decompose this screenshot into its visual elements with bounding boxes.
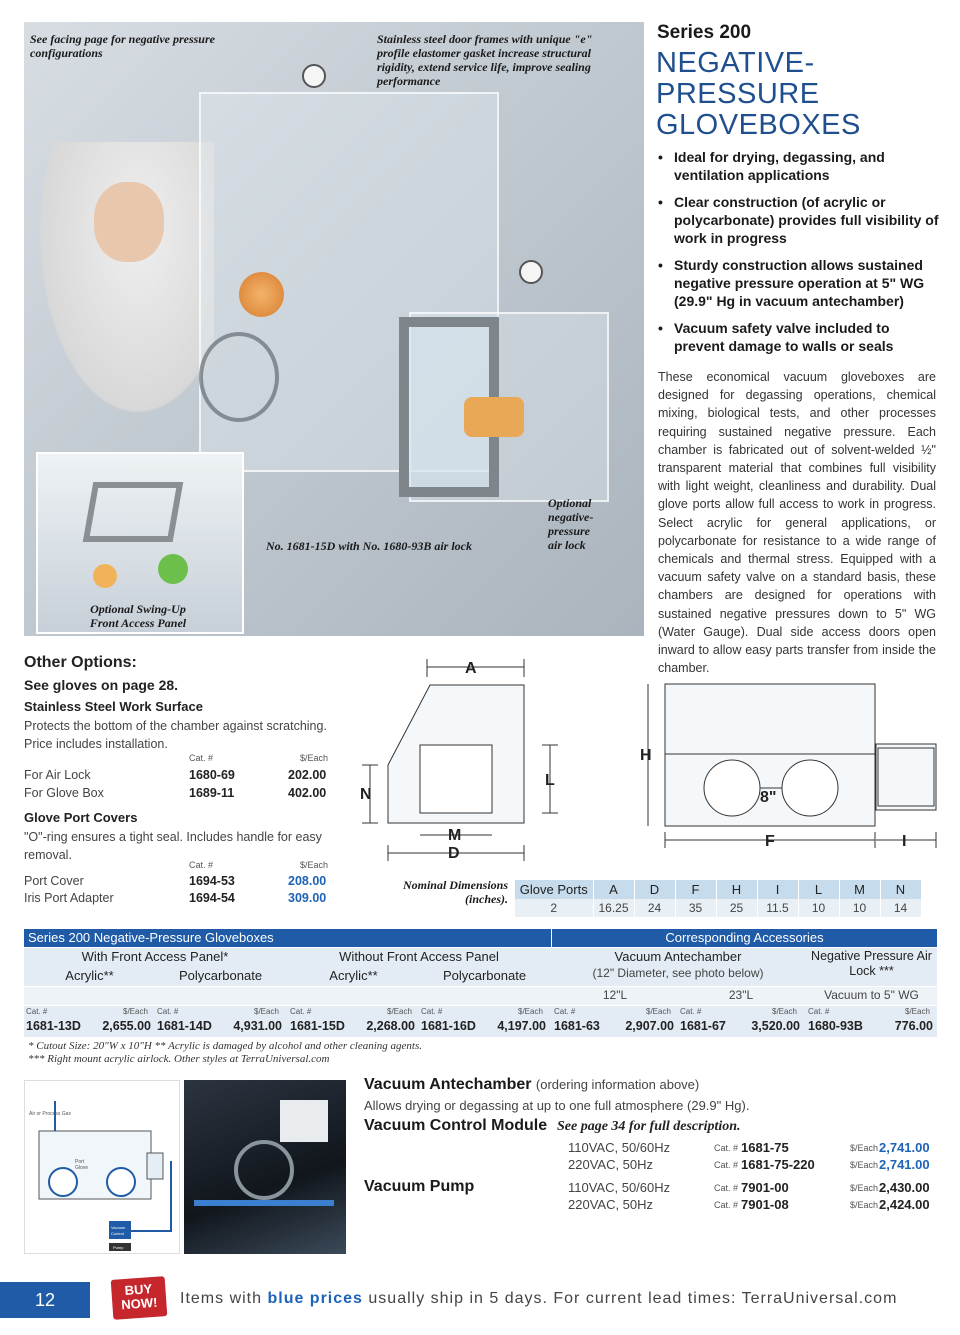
cat-header: Cat. # xyxy=(808,1007,830,1016)
table-cat: 1681-15D xyxy=(290,1019,345,1033)
option-label: Iris Port Adapter xyxy=(24,891,114,905)
table-price: 2,655.00 xyxy=(102,1019,151,1033)
option-price: 208.00 xyxy=(288,874,327,888)
label-port: Port xyxy=(75,1159,85,1165)
option-cat: 1694-54 xyxy=(189,891,235,905)
dim-header: N xyxy=(880,880,921,899)
dimensions-table xyxy=(515,880,922,917)
caption-airlock: Optional negative- pressure air lock xyxy=(548,496,594,552)
dim-value: 2 xyxy=(515,899,593,917)
caption-facing-page: See facing page for negative pressure configurations xyxy=(30,32,215,60)
power-spec: 220VAC, 50Hz xyxy=(568,1197,654,1212)
dim-header: I xyxy=(757,880,798,899)
dim-header: H xyxy=(716,880,757,899)
label-air: Air or Process Gas xyxy=(29,1111,71,1117)
accessory-cat: 1681-75 xyxy=(741,1140,789,1155)
acrylic-header: Acrylic** xyxy=(329,968,378,983)
label-control: Control xyxy=(111,1231,124,1236)
series-label: Series 200 xyxy=(657,22,752,43)
dim-label-i: I xyxy=(902,833,907,850)
caption-door-frames: Stainless steel door frames with unique "e" profile elastomer gasket increase structural rigidity, extend service life, improve sealing performance xyxy=(377,32,593,88)
polycarbonate-header: Polycarbonate xyxy=(178,968,263,983)
vcm-note: See page 34 for full description. xyxy=(557,1119,741,1134)
dim-value: 24 xyxy=(634,899,675,917)
cat-header: Cat. # xyxy=(554,1007,576,1016)
feature-item: • Clear construction (of acrylic or polycarbonate) provides full visibility of work in progress xyxy=(658,193,943,247)
table-price: 776.00 xyxy=(894,1019,933,1033)
dim-label-eight: 8" xyxy=(760,789,777,806)
table-cat: 1680-93B xyxy=(808,1019,863,1033)
price-header: $/Each xyxy=(254,1007,279,1016)
gloves-reference: See gloves on page 28. xyxy=(24,677,179,693)
cat-header: Cat. # xyxy=(680,1007,702,1016)
accessory-cat: 7901-08 xyxy=(741,1197,789,1212)
flask-image xyxy=(158,554,188,584)
price-prefix: $/Each xyxy=(850,1160,879,1170)
price-header: $/Each xyxy=(905,1007,930,1016)
work-surface-text: Protects the bottom of the chamber against scratching. Price includes installation. xyxy=(24,719,327,751)
dim-value: 35 xyxy=(675,899,716,917)
accessory-price: 2,430.00 xyxy=(879,1180,930,1195)
dish-image xyxy=(464,397,524,437)
power-spec: 220VAC, 50Hz xyxy=(568,1157,654,1172)
price-header: $/Each xyxy=(387,1007,412,1016)
table-cat: 1681-67 xyxy=(680,1019,726,1033)
side-view-diagram xyxy=(352,655,562,865)
caption-swing-up: Optional Swing-Up Front Access Panel xyxy=(89,602,187,630)
price-header: $/Each xyxy=(518,1007,543,1016)
work-surface-heading: Stainless Steel Work Surface xyxy=(24,699,203,714)
option-cat: 1689-11 xyxy=(189,786,235,800)
table-price: 2,907.00 xyxy=(625,1019,674,1033)
table-price: 4,931.00 xyxy=(233,1019,282,1033)
table-price: 3,520.00 xyxy=(751,1019,800,1033)
accessory-cat: 7901-00 xyxy=(741,1180,789,1195)
power-spec: 110VAC, 50/60Hz xyxy=(568,1180,671,1195)
price-header: $/Each xyxy=(300,860,329,870)
cat-header: Cat. # xyxy=(26,1007,48,1016)
price-header: $/Each xyxy=(772,1007,797,1016)
glove-port xyxy=(199,332,279,422)
polycarbonate-header: Polycarbonate xyxy=(442,968,527,983)
label-vacuum: Vacuum xyxy=(111,1225,126,1230)
option-cat: 1680-69 xyxy=(189,768,235,782)
without-front-header: Without Front Access Panel xyxy=(339,949,499,964)
dim-header: L xyxy=(798,880,839,899)
feature-item: • Vacuum safety valve included to prevent damage to walls or seals xyxy=(658,319,943,355)
accessory-price: 2,741.00 xyxy=(879,1157,930,1172)
antechamber-ring xyxy=(234,1140,294,1200)
port-covers-text: "O"-ring ensures a tight seal. Includes handle for easy removal. xyxy=(24,830,322,862)
table-note: * Cutout Size: 20"W x 10"H ** Acrylic is damaged by alcohol and other cleaning agents. xyxy=(28,1040,422,1052)
price-prefix: $/Each xyxy=(850,1200,879,1210)
price-header: $/Each xyxy=(300,753,329,763)
table-price: 2,268.00 xyxy=(366,1019,415,1033)
table-price: 4,197.00 xyxy=(497,1019,546,1033)
option-cat: 1694-53 xyxy=(189,874,235,888)
accessory-cat: 1681-75-220 xyxy=(741,1157,815,1172)
dim-value: 25 xyxy=(716,899,757,917)
light-strip xyxy=(194,1200,334,1206)
flask-image xyxy=(93,564,117,588)
cat-header: Cat. # xyxy=(189,860,214,870)
cat-header: Cat. # xyxy=(189,753,214,763)
dim-value: 10 xyxy=(839,899,880,917)
option-label: For Air Lock xyxy=(24,768,91,782)
footer-note: Items with blue prices usually ship in 5 days. For current lead times: TerraUniversal.com xyxy=(180,1290,898,1307)
dim-header: Glove Ports xyxy=(515,880,593,899)
vacuum-system-diagram xyxy=(24,1080,180,1254)
buy-now-badge[interactable]: BUY NOW! xyxy=(111,1276,168,1320)
table-cat: 1681-14D xyxy=(157,1019,212,1033)
dim-label-n: N xyxy=(360,786,372,803)
dim-value: 16.25 xyxy=(593,899,634,917)
page-title: NEGATIVE- PRESSURE GLOVEBOXES xyxy=(656,47,861,141)
front-view-diagram xyxy=(630,680,945,855)
len-23-header: 23"L xyxy=(728,988,754,1002)
feature-item: • Ideal for drying, degassing, and ventilation applications xyxy=(658,148,943,184)
vcm-title: Vacuum Control Module xyxy=(364,1117,548,1134)
control-module xyxy=(280,1100,328,1142)
option-price: 402.00 xyxy=(288,786,327,800)
option-price: 202.00 xyxy=(288,768,327,782)
pressure-gauge-icon xyxy=(302,64,326,88)
vac-ante-sub: (12" Diameter, see photo below) xyxy=(592,966,764,980)
with-front-header: With Front Access Panel* xyxy=(81,949,229,964)
neg-airlock-header: Negative Pressure Air Lock *** xyxy=(811,949,932,978)
dim-value: 14 xyxy=(880,899,921,917)
swing-up-panel-photo xyxy=(36,452,244,634)
option-label: Port Cover xyxy=(24,874,84,888)
nominal-dimensions-note: Nominal Dimensions (inches). xyxy=(402,878,508,906)
band-right: Corresponding Accessories xyxy=(665,930,824,945)
vac-ante-header: Vacuum Antechamber xyxy=(614,949,742,964)
dim-label-l: L xyxy=(545,772,555,789)
cat-prefix: Cat. # xyxy=(714,1160,739,1170)
port-covers-heading: Glove Port Covers xyxy=(24,810,138,825)
dim-header: M xyxy=(839,880,880,899)
dim-value: 11.5 xyxy=(757,899,798,917)
price-header: $/Each xyxy=(123,1007,148,1016)
cat-prefix: Cat. # xyxy=(714,1183,739,1193)
dim-label-f: F xyxy=(765,833,775,850)
acrylic-header: Acrylic** xyxy=(65,968,114,983)
antechamber-text: Allows drying or degassing at up to one full atmosphere (29.9" Hg). xyxy=(364,1098,750,1113)
dim-value: 10 xyxy=(798,899,839,917)
cat-header: Cat. # xyxy=(157,1007,179,1016)
accessory-price: 2,741.00 xyxy=(879,1140,930,1155)
table-cat: 1681-13D xyxy=(26,1019,81,1033)
front-panel-frame xyxy=(83,482,184,542)
pressure-gauge-icon xyxy=(519,260,543,284)
antechamber-photo xyxy=(184,1080,346,1254)
cat-prefix: Cat. # xyxy=(714,1143,739,1153)
price-prefix: $/Each xyxy=(850,1143,879,1153)
dim-label-m: M xyxy=(448,827,462,844)
band-left: Series 200 Negative-Pressure Gloveboxes xyxy=(28,930,274,945)
label-pump: Pump xyxy=(113,1245,124,1250)
dim-label-a: A xyxy=(465,660,477,677)
dim-label-d: D xyxy=(448,845,460,862)
feature-item: • Sturdy construction allows sustained negative pressure operation at 5" WG (29.9" Hg in vacuum antechamber) xyxy=(658,256,943,310)
cat-prefix: Cat. # xyxy=(714,1200,739,1210)
dim-header: A xyxy=(593,880,634,899)
table-cat: 1681-16D xyxy=(421,1019,476,1033)
page-number: 12 xyxy=(0,1282,90,1318)
vac5-header: Vacuum to 5" WG xyxy=(824,988,919,1002)
table-note: *** Right mount acrylic airlock. Other styles at TerraUniversal.com xyxy=(28,1053,330,1065)
table-cat: 1681-63 xyxy=(554,1019,600,1033)
pump-title: Vacuum Pump xyxy=(364,1178,475,1195)
flask-image xyxy=(239,272,284,317)
label-glove: Glove xyxy=(75,1165,89,1171)
dim-header: D xyxy=(634,880,675,899)
antechamber-title: Vacuum Antechamber (ordering information above) xyxy=(364,1076,700,1093)
option-price: 309.00 xyxy=(288,891,327,905)
option-label: For Glove Box xyxy=(24,786,104,800)
len-12-header: 12"L xyxy=(602,988,628,1002)
price-header: $/Each xyxy=(646,1007,671,1016)
feature-list xyxy=(658,148,943,364)
accessory-price: 2,424.00 xyxy=(879,1197,930,1212)
other-options-title: Other Options: xyxy=(24,654,137,671)
caption-model: No. 1681-15D with No. 1680-93B air lock xyxy=(266,539,473,553)
cat-header: Cat. # xyxy=(421,1007,443,1016)
dim-header: F xyxy=(675,880,716,899)
price-prefix: $/Each xyxy=(850,1183,879,1193)
cat-header: Cat. # xyxy=(290,1007,312,1016)
power-spec: 110VAC, 50/60Hz xyxy=(568,1140,671,1155)
product-description: These economical vacuum gloveboxes are designed for degassing operations, chemical mixing, biological tests, and other processes requiring sustained negative pressure. Each chamber is fabricated out of solvent-welded ½" transparent material that combines full visibility with light weight, cleanliness and durability. Dual glove ports allow full access to work in progress. Select acrylic for general applications, or polycarbonate for resistance to a wide range of chemicals and thermal stress. Equipped with a vacuum safety valve on a standard basis, these chambers are designed for operations with sustained negative pressures down to 5" WG (Water Gauge). Dual side access doors open inward to allow easy parts transfer from inside the chamber. xyxy=(658,370,936,676)
technician-face xyxy=(94,182,164,262)
dim-label-h: H xyxy=(640,747,652,764)
